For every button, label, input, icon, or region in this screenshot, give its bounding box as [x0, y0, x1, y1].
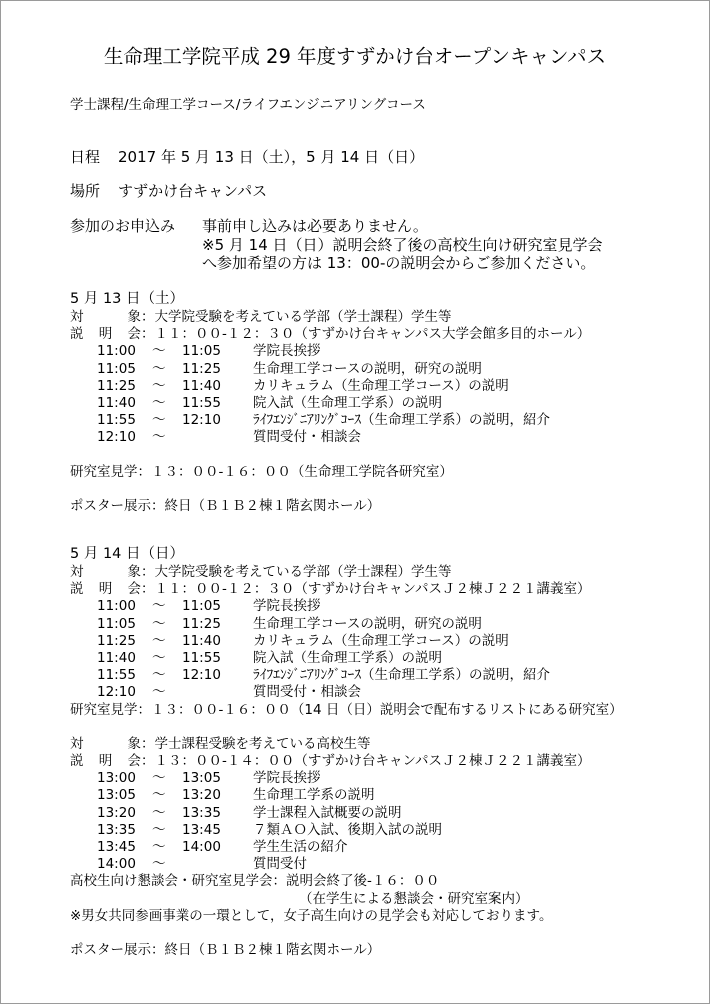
event-text: ﾗｲﾌｴﾝｼﾞﾆｱﾘﾝｸﾞｺｰｽ（生命理工学系）の説明，紹介: [253, 667, 550, 684]
gender-note: ※男女共同参画事業の一環として，女子高生向けの見学会も対応しております。: [70, 907, 553, 924]
end-time: 13:20: [182, 787, 221, 804]
apply-line: [70, 216, 428, 237]
start-time: 12:10: [97, 684, 136, 701]
tilde: ～: [152, 632, 166, 649]
event-text: 院入試（生命理工学系）の説明: [253, 394, 442, 411]
apply-note: [202, 237, 603, 272]
end-time: 11:25: [182, 615, 221, 632]
day2-heading: 5 月 14 日（日）: [70, 546, 185, 562]
end-time: 11:55: [182, 394, 221, 411]
hs-schedule-row: [70, 770, 623, 787]
start-time: 11:55: [97, 667, 136, 684]
date-line: [70, 147, 424, 168]
hs-schedule-row: [70, 822, 623, 839]
day1-schedule-row: [70, 395, 590, 412]
event-text: 学院長挨拶: [253, 770, 321, 787]
end-time: 12:10: [182, 667, 221, 684]
event-text: 生命理工学系の説明: [253, 787, 375, 804]
start-time: 11:25: [97, 377, 136, 394]
apply-value: 事前申し込みは必要ありません。: [202, 217, 428, 235]
hs-target-label: 対象: [70, 735, 141, 752]
day2-target-value: ：大学院受験を考えている学部（学士課程）学生等: [141, 564, 452, 580]
hs-session: [70, 753, 623, 770]
day2-lab-visit: 研究室見学：１３：００-１６：００（14 日（日）説明会で配布するリストにある研究室）: [70, 701, 623, 718]
tilde: ～: [152, 615, 166, 632]
day2-schedule-row: [70, 616, 623, 633]
hs-schedule-row: [70, 787, 623, 804]
day1-session: [70, 326, 590, 343]
tilde: ～: [152, 343, 166, 360]
hs-session-label: 説明会: [70, 753, 141, 770]
date-value: 2017 年 5 月 13 日（土），5 月 14 日（日）: [118, 148, 425, 166]
tilde: ～: [152, 856, 166, 873]
start-time: 11:25: [97, 632, 136, 649]
day1-heading: 5 月 13 日（土）: [70, 291, 185, 307]
day2-poster: ポスター展示：終日（Ｂ１Ｂ２棟１階玄関ホール）: [70, 942, 381, 959]
start-time: 11:05: [97, 360, 136, 377]
day2-schedule-row: [70, 650, 623, 667]
day1-session-label: 説明会: [70, 326, 141, 343]
apply-note-line-1: ※5 月 14 日（日）説明会終了後の高校生向け研究室見学会: [202, 236, 603, 254]
event-text: 学院長挨拶: [253, 598, 321, 615]
event-text: カリキュラム（生命理工学コース）の説明: [253, 632, 509, 649]
day1-schedule-row: [70, 412, 590, 429]
day1-session-value: ：１１：００-１２：３０（すずかけ台キャンパス大学会館多目的ホール）: [141, 326, 591, 343]
day2-session-label: 説明会: [70, 581, 141, 598]
event-text: 学院長挨拶: [253, 343, 321, 360]
event-text: 院入試（生命理工学系）の説明: [253, 649, 442, 666]
end-time: 13:35: [182, 804, 221, 821]
start-time: 11:00: [97, 343, 136, 360]
day2-schedule-row: [70, 633, 623, 650]
tilde: ～: [152, 412, 166, 429]
start-time: 11:05: [97, 615, 136, 632]
course-line: 学士課程/生命理工学コース/ライフエンジニアリングコース: [70, 97, 426, 113]
place-value: すずかけ台キャンパス: [118, 182, 268, 200]
day1-target-label: 対象: [70, 309, 141, 325]
day1-target: [70, 309, 590, 326]
tilde: ～: [152, 839, 166, 855]
event-text: 学生生活の紹介: [253, 839, 348, 855]
start-time: 11:00: [97, 598, 136, 615]
event-text: 学士課程入試概要の説明: [253, 804, 402, 821]
start-time: 13:20: [97, 804, 136, 821]
start-time: 13:45: [97, 839, 136, 855]
start-time: 11:40: [97, 394, 136, 411]
event-text: 質問受付・相談会: [253, 429, 361, 446]
end-time: 11:55: [182, 649, 221, 666]
tilde: ～: [152, 770, 166, 787]
day2-schedule-row: [70, 667, 623, 684]
event-text: ７類ＡＯ入試、後期入試の説明: [253, 821, 442, 838]
start-time: 12:10: [97, 429, 136, 446]
end-time: 11:40: [182, 632, 221, 649]
day1-target-value: ：大学院受験を考えている学部（学士課程）学生等: [141, 309, 452, 325]
day1-schedule-row: [70, 343, 590, 360]
day2-section: [70, 545, 623, 959]
day2-schedule-row: [70, 684, 623, 701]
tilde: ～: [152, 429, 166, 446]
event-text: 質問受付・相談会: [253, 684, 361, 701]
day2-target-label: 対象: [70, 564, 141, 580]
end-time: 11:25: [182, 360, 221, 377]
day2-session-value: ：１１：００-１２：３０（すずかけ台キャンパスＪ２棟Ｊ２２１講義室）: [141, 581, 591, 598]
end-time: 12:10: [182, 412, 221, 429]
date-label: 日程: [70, 148, 101, 166]
event-text: 生命理工学コースの説明，研究の説明: [253, 615, 482, 632]
hs-target: [70, 736, 623, 753]
start-time: 13:05: [97, 787, 136, 804]
start-time: 13:00: [97, 770, 136, 787]
event-text: カリキュラム（生命理工学コース）の説明: [253, 377, 509, 394]
tilde: ～: [152, 649, 166, 666]
page-title: 生命理工学院平成 29 年度すずかけ台オープンキャンパス: [103, 45, 607, 68]
start-time: 11:40: [97, 649, 136, 666]
hs-target-value: ：学士課程受験を考えている高校生等: [141, 735, 371, 752]
tilde: ～: [152, 394, 166, 411]
end-time: 11:05: [182, 343, 221, 360]
hs-social: 高校生向け懇談会・研究室見学会：説明会終了後-１６：００: [70, 873, 440, 890]
hs-schedule-row: [70, 839, 623, 856]
tilde: ～: [152, 667, 166, 684]
tilde: ～: [152, 377, 166, 394]
tilde: ～: [152, 360, 166, 377]
day1-section: [70, 290, 590, 515]
end-time: 11:40: [182, 377, 221, 394]
end-time: 13:05: [182, 770, 221, 787]
day1-lab-visit: 研究室見学：１３：００-１６：００（生命理工学院各研究室）: [70, 463, 453, 480]
day1-schedule-row: [70, 378, 590, 395]
start-time: 14:00: [97, 856, 136, 873]
apply-note-line-2: へ参加希望の方は 13：00-の説明会からご参加ください。: [202, 253, 596, 272]
day1-poster: ポスター展示：終日（Ｂ１Ｂ２棟１階玄関ホール）: [70, 498, 381, 515]
tilde: ～: [152, 787, 166, 804]
day2-schedule-row: [70, 598, 623, 615]
tilde: ～: [152, 821, 166, 838]
event-text: 生命理工学コースの説明，研究の説明: [253, 360, 482, 377]
place-label: 場所: [70, 182, 101, 200]
day2-target: [70, 564, 623, 581]
event-text: 質問受付: [253, 856, 307, 873]
tilde: ～: [152, 684, 166, 701]
end-time: 14:00: [182, 839, 221, 855]
apply-label: 参加のお申込み: [70, 217, 176, 235]
hs-schedule-row: [70, 856, 623, 873]
tilde: ～: [152, 804, 166, 821]
end-time: 11:05: [182, 598, 221, 615]
start-time: 11:55: [97, 412, 136, 429]
hs-social-note: （在学生による懇談会・研究室案内）: [299, 890, 529, 907]
hs-session-value: ：１３：００-１４：００（すずかけ台キャンパスＪ２棟Ｊ２２１講義室）: [141, 753, 591, 770]
hs-schedule-row: [70, 805, 623, 822]
day2-session: [70, 581, 623, 598]
place-line: [70, 181, 267, 202]
end-time: 13:45: [182, 821, 221, 838]
day1-schedule-row: [70, 361, 590, 378]
event-text: ﾗｲﾌｴﾝｼﾞﾆｱﾘﾝｸﾞｺｰｽ（生命理工学系）の説明，紹介: [253, 412, 550, 429]
tilde: ～: [152, 598, 166, 615]
start-time: 13:35: [97, 821, 136, 838]
day1-schedule-row: [70, 429, 590, 446]
